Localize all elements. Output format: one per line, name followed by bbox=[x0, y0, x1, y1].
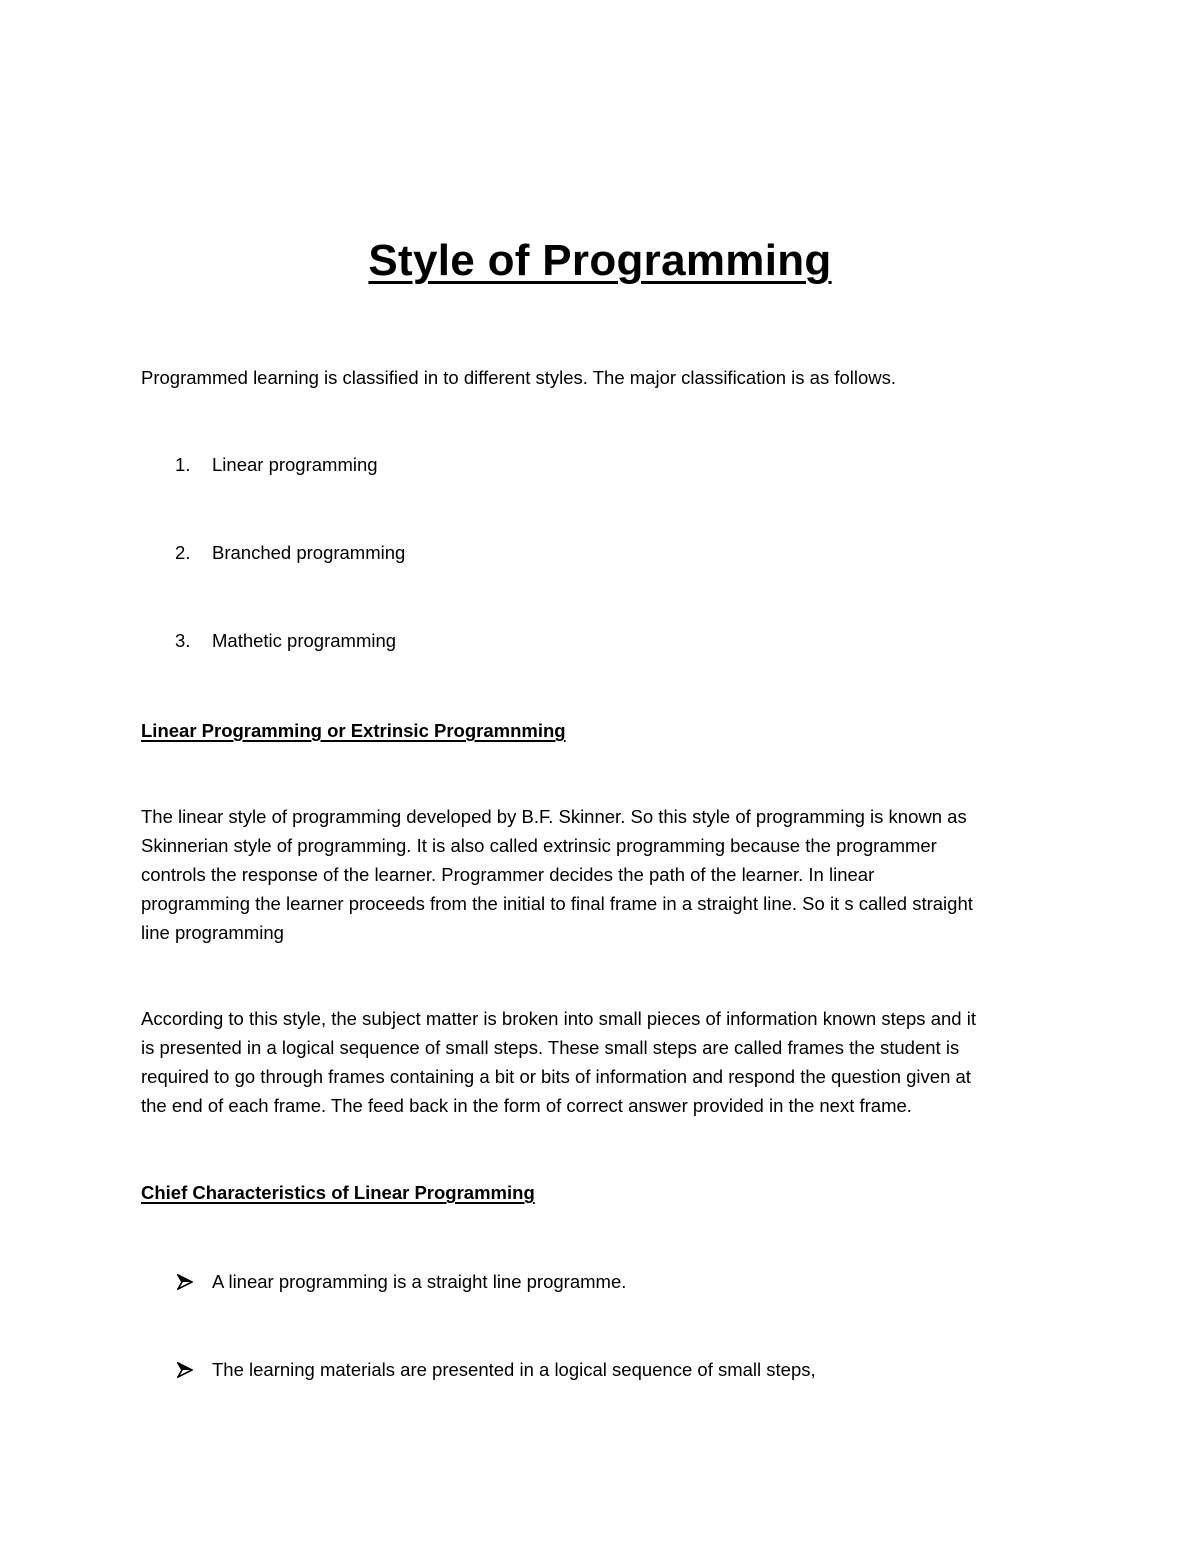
list-item-label: Branched programming bbox=[212, 542, 406, 563]
bullet-text: A linear programming is a straight line programme. bbox=[212, 1271, 627, 1292]
arrowhead-bullet-icon bbox=[177, 1362, 193, 1378]
arrowhead-bullet-icon bbox=[177, 1274, 193, 1290]
paragraph-line: The linear style of programming developed by B.F. Skinner. So this style of programming is known as bbox=[141, 806, 967, 827]
list-item-number: 1. bbox=[175, 454, 191, 475]
section-heading-linear-programming: Linear Programming or Extrinsic Programnming bbox=[141, 720, 566, 741]
intro-paragraph: Programmed learning is classified in to different styles. The major classification is as follows. bbox=[141, 367, 897, 388]
paragraph-line: line programming bbox=[141, 922, 284, 943]
list-item-number: 2. bbox=[175, 542, 191, 563]
paragraph-line: is presented in a logical sequence of small steps. These small steps are called frames the student is bbox=[141, 1037, 960, 1058]
paragraph-subject-matter bbox=[141, 1004, 1061, 1120]
section-heading-chief-characteristics: Chief Characteristics of Linear Programming bbox=[141, 1182, 535, 1203]
paragraph-line: the end of each frame. The feed back in the form of correct answer provided in the next frame. bbox=[141, 1095, 912, 1116]
paragraph-line: required to go through frames containing a bit or bits of information and respond the question given at bbox=[141, 1066, 971, 1087]
list-item-label: Mathetic programming bbox=[212, 630, 397, 651]
list-item-label: Linear programming bbox=[212, 454, 378, 475]
paragraph-linear-style bbox=[141, 802, 1061, 947]
list-item-number: 3. bbox=[175, 630, 191, 651]
bullet-text: The learning materials are presented in a logical sequence of small steps, bbox=[212, 1359, 816, 1380]
paragraph-line: According to this style, the subject matter is broken into small pieces of information known steps and it bbox=[141, 1008, 976, 1029]
page-title: Style of Programming bbox=[368, 236, 832, 285]
paragraph-line: programming the learner proceeds from the initial to final frame in a straight line. So it s called straight bbox=[141, 893, 973, 914]
paragraph-line: controls the response of the learner. Programmer decides the path of the learner. In linear bbox=[141, 864, 875, 885]
paragraph-line: Skinnerian style of programming. It is also called extrinsic programming because the programmer bbox=[141, 835, 937, 856]
